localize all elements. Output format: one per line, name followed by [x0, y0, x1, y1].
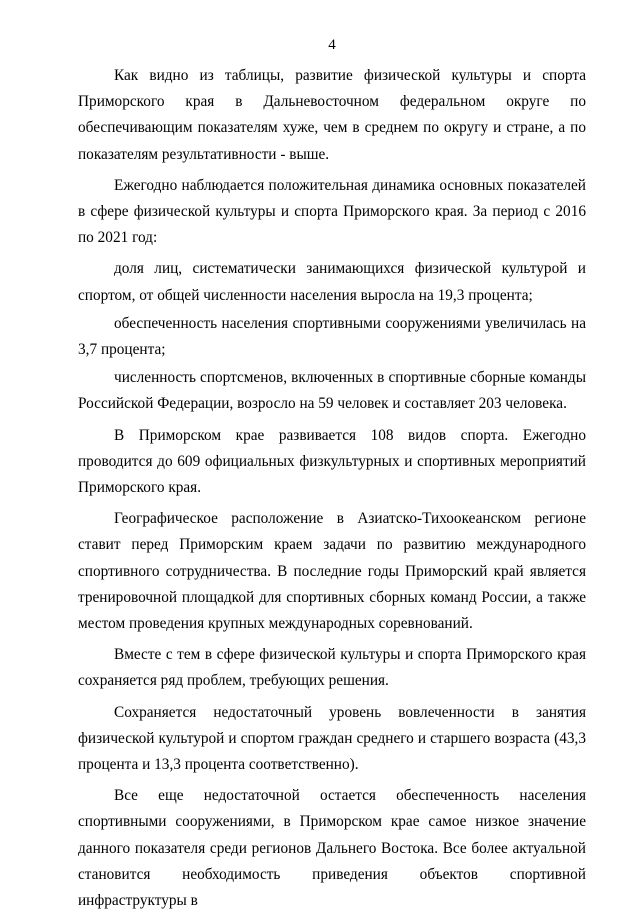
paragraph-engagement-level: Сохраняется недостаточный уровень вовлеченности в занятия физической культурой и спортом граждан среднего и старшего возраста (43,3 процента и 13,3 процента соответственно). — [78, 703, 586, 774]
paragraph-problems: Вместе с тем в сфере физической культуры и спорта Приморского края сохраняется ряд проблем, требующих решения. — [78, 646, 586, 690]
paragraph-positive-dynamics: Ежегодно наблюдается положительная динамика основных показателей в сфере физической культуры и спорта Приморского края. За период с 2016 по 2021 год: — [78, 176, 586, 247]
paragraph-infrastructure: Все еще недостаточной остается обеспеченность населения спортивными сооружениями, в Приморском крае самое низкое значение данного показателя среди регионов Дальнего Востока. Все более актуальной становится необходимость приведения объектов спортивной инфраструктуры в — [78, 787, 586, 910]
page-number: 4 — [328, 37, 336, 53]
paragraph-table-comparison: Как видно из таблицы, развитие физической культуры и спорта Приморского края в Дальневосточном федеральном округе по обеспечивающим показателям хуже, чем в среднем по округу и стране, а по показателям результативности - выше. — [78, 67, 586, 163]
paragraph-geographic-location: Географическое расположение в Азиатско-Тихоокеанском регионе ставит перед Приморским краем задачи по развитию международного спортивного сотрудничества. В последние годы Приморский край является тренировочной площадкой для спортивных сборных команд России, а также местом проведения крупных международных соревнований. — [78, 510, 586, 633]
paragraph-athletes-count: численность спортсменов, включенных в спортивные сборные команды Российской Федерации, возросло на 59 человек и составляет 203 человека. — [78, 369, 586, 413]
paragraph-share-of-people: доля лиц, систематически занимающихся физической культурой и спортом, от общей численности населения выросла на 19,3 процента; — [78, 260, 586, 304]
paragraph-sports-types: В Приморском крае развивается 108 видов спорта. Ежегодно проводится до 609 официальных физкультурных и спортивных мероприятий Приморского края. — [78, 426, 586, 497]
document-body — [78, 63, 586, 914]
paragraph-facilities-provision: обеспеченность населения спортивными сооружениями увеличилась на 3,7 процента; — [78, 314, 586, 359]
